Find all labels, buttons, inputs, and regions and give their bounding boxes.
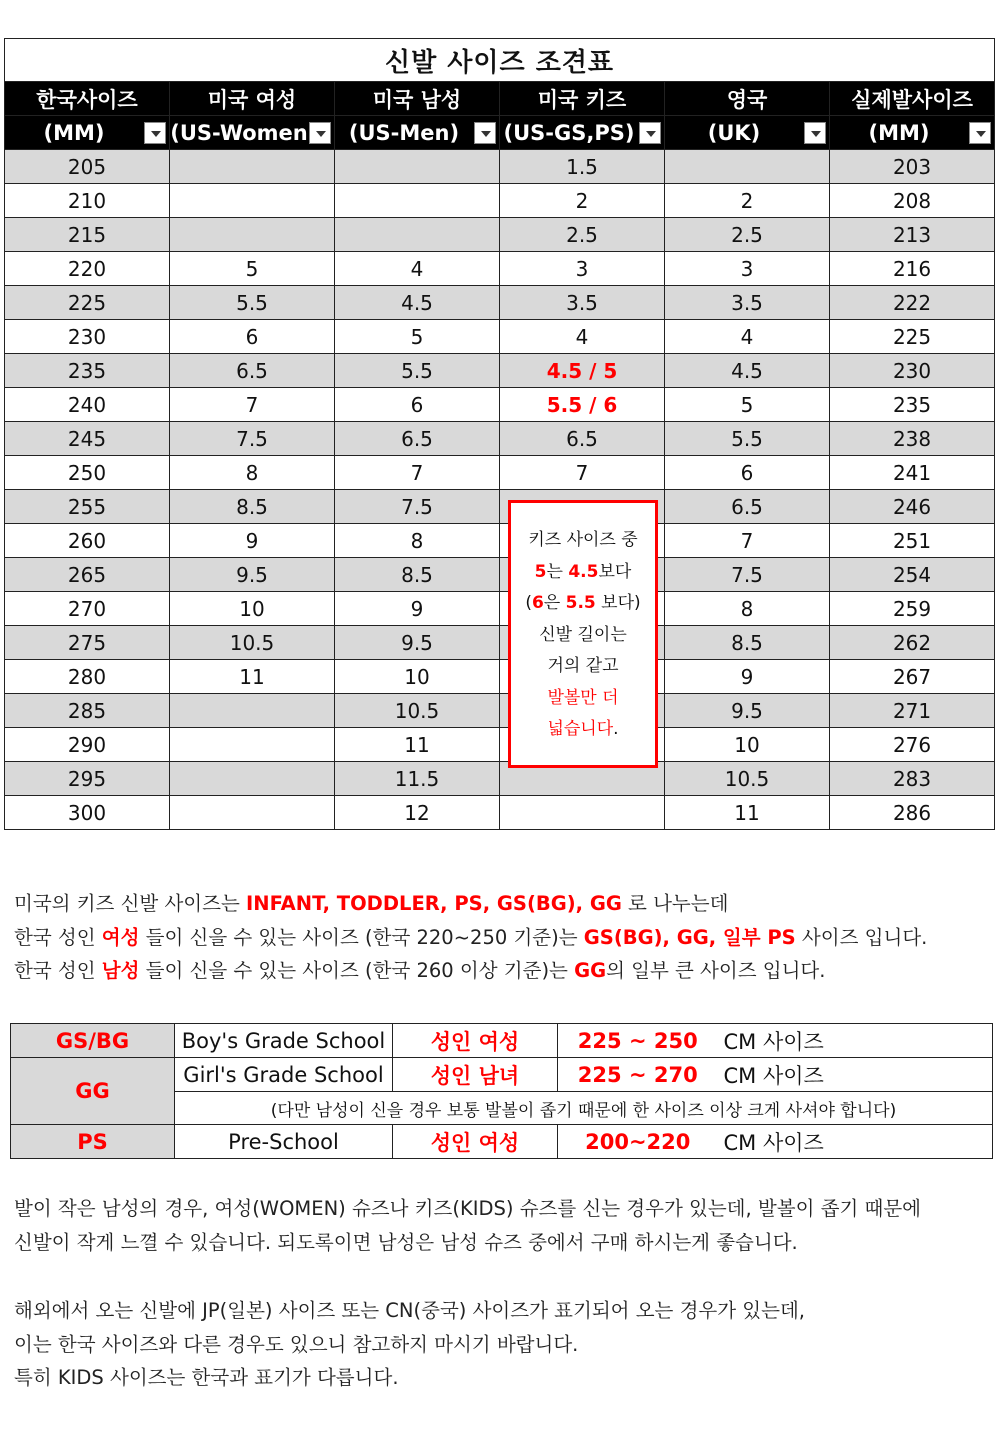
kr-size-cell: 290 [5,728,170,762]
header-sub-label: (UK) [707,120,761,145]
us-men-cell: 9.5 [335,626,500,660]
category-target: 성인 남녀 [393,1058,558,1092]
us-kids-cell: 5.5 / 6 [500,388,665,422]
actual-size-cell: 208 [830,184,995,218]
highlight-text: GG [574,959,607,982]
kr-size-cell: 215 [5,218,170,252]
size-row [5,558,995,592]
para-line: 이는 한국 사이즈와 다른 경우도 있으니 참고하지 마시기 바랍니다. [14,1332,579,1356]
note-line: 발볼만 더 [547,687,619,708]
actual-size-cell: 246 [830,490,995,524]
size-row [5,626,995,660]
size-row [5,524,995,558]
header-us-women-unit [170,116,335,150]
kids-category-table [10,1023,993,1159]
size-row [5,184,995,218]
uk-cell: 5 [665,388,830,422]
dropdown-filter-icon[interactable] [144,122,166,144]
header-kr-size-unit [5,116,170,150]
uk-cell: 7.5 [665,558,830,592]
small-feet-advice [14,1192,921,1259]
us-men-cell: 6.5 [335,422,500,456]
dropdown-filter-icon[interactable] [969,122,991,144]
uk-cell: 6.5 [665,490,830,524]
header-us-men-unit [335,116,500,150]
us-women-cell [170,728,335,762]
uk-cell: 2 [665,184,830,218]
us-women-cell: 9 [170,524,335,558]
header-us-men: 미국 남성 [335,82,500,116]
text: 한국 성인 [14,925,102,949]
category-row-ps [11,1125,993,1159]
category-unit: CM 사이즈 [718,1125,993,1159]
actual-size-cell: 276 [830,728,995,762]
actual-size-cell: 254 [830,558,995,592]
header-us-kids-unit [500,116,665,150]
us-women-cell: 9.5 [170,558,335,592]
us-women-cell [170,184,335,218]
kr-size-cell: 275 [5,626,170,660]
us-men-cell: 7 [335,456,500,490]
para-line [14,887,927,921]
note-line [511,588,655,620]
kr-size-cell: 220 [5,252,170,286]
us-men-cell: 4 [335,252,500,286]
note-line: 키즈 사이즈 중 [528,530,638,550]
header-uk: 영국 [665,82,830,116]
us-men-cell [335,184,500,218]
us-women-cell: 10 [170,592,335,626]
uk-cell: 9.5 [665,694,830,728]
uk-cell: 6 [665,456,830,490]
us-women-cell: 10.5 [170,626,335,660]
actual-size-cell: 251 [830,524,995,558]
kr-size-cell: 265 [5,558,170,592]
text: 미국의 키즈 신발 사이즈는 [14,892,247,915]
actual-size-cell: 238 [830,422,995,456]
us-men-cell [335,150,500,184]
note-text: 보다) [595,593,641,613]
actual-size-cell: 235 [830,388,995,422]
uk-cell: 11 [665,796,830,830]
uk-cell: 4 [665,320,830,354]
note-line: 거의 같고 [547,656,619,676]
size-chart-table [4,38,995,830]
note-value: 5 [534,561,547,582]
us-men-cell: 4.5 [335,286,500,320]
us-women-cell [170,150,335,184]
category-name: Boy's Grade School [175,1024,393,1058]
note-text: 은 [543,593,566,613]
size-row [5,218,995,252]
us-men-cell: 10.5 [335,694,500,728]
us-men-cell [335,218,500,252]
uk-cell: 8.5 [665,626,830,660]
uk-cell [665,150,830,184]
header-sub-label: (US-Women [170,120,308,145]
size-row [5,150,995,184]
us-women-cell: 8 [170,456,335,490]
note-value: 4.5 [568,561,599,582]
header-sub-label: (US-GS,PS) [503,120,635,145]
size-row [5,422,995,456]
size-row [5,592,995,626]
header-uk-unit [665,116,830,150]
us-women-cell: 5 [170,252,335,286]
highlight-text: GS(BG), GG, 일부 PS [583,925,796,949]
us-men-cell: 12 [335,796,500,830]
us-kids-cell: 4.5 / 5 [500,354,665,388]
actual-size-cell: 262 [830,626,995,660]
kr-size-cell: 225 [5,286,170,320]
highlight-text: INFANT, TODDLER, PS, GS(BG), GG [246,892,622,915]
actual-size-cell: 259 [830,592,995,626]
us-women-cell [170,694,335,728]
kr-size-cell: 205 [5,150,170,184]
kr-size-cell: 240 [5,388,170,422]
category-unit: CM 사이즈 [718,1024,993,1058]
header-sub-label: (MM) [43,120,105,145]
size-row [5,286,995,320]
header-sub-label: (MM) [868,120,930,145]
us-men-cell: 7.5 [335,490,500,524]
uk-cell: 10.5 [665,762,830,796]
size-row [5,320,995,354]
para-line [14,921,927,955]
highlight-text: 남성 [101,959,140,982]
us-kids-cell: 7 [500,456,665,490]
category-range: 225 ~ 250 [558,1024,718,1058]
kr-size-cell: 245 [5,422,170,456]
size-row [5,694,995,728]
size-row [5,728,995,762]
size-row [5,660,995,694]
kids-size-explanation [14,887,927,988]
para-line: 신발이 작게 느껼 수 있습니다. 되도록이면 남성은 남성 슈즈 중에서 구매 하시는게 좋습니다. [14,1230,798,1254]
us-men-cell: 6 [335,388,500,422]
us-men-cell: 9 [335,592,500,626]
note-text: 보다 [598,561,632,582]
kr-size-cell: 250 [5,456,170,490]
foreign-size-advice [14,1294,805,1395]
actual-size-cell: 286 [830,796,995,830]
para-line: 특히 KIDS 사이즈는 한국과 표기가 다릅니다. [14,1366,399,1389]
us-men-cell: 10 [335,660,500,694]
text: 의 일부 큰 사이즈 입니다. [606,959,826,982]
us-men-cell: 8 [335,524,500,558]
actual-size-cell: 283 [830,762,995,796]
category-range: 225 ~ 270 [558,1058,718,1092]
category-code: GS/BG [11,1024,175,1058]
us-men-cell: 5 [335,320,500,354]
dropdown-filter-icon[interactable] [309,122,331,144]
actual-size-cell: 222 [830,286,995,320]
note-line: 신발 길이는 [539,624,627,645]
note-value: 5.5 [565,593,596,613]
kids-size-note [508,500,658,768]
us-kids-cell: 3.5 [500,286,665,320]
uk-cell: 10 [665,728,830,762]
us-men-cell: 11.5 [335,762,500,796]
category-name: Girl's Grade School [175,1058,393,1092]
size-row [5,354,995,388]
kr-size-cell: 300 [5,796,170,830]
size-row [5,388,995,422]
us-women-cell [170,796,335,830]
us-women-cell: 7.5 [170,422,335,456]
us-men-cell: 11 [335,728,500,762]
uk-cell: 8 [665,592,830,626]
note-line [511,714,655,746]
uk-cell: 2.5 [665,218,830,252]
us-women-cell: 7 [170,388,335,422]
uk-cell: 3.5 [665,286,830,320]
header-actual-size: 실제발사이즈 [830,82,995,116]
kr-size-cell: 210 [5,184,170,218]
header-us-kids: 미국 키즈 [500,82,665,116]
highlight-text: 여성 [101,925,140,949]
kr-size-cell: 280 [5,660,170,694]
text: 한국 성인 [14,959,102,982]
us-kids-cell: 3 [500,252,665,286]
kr-size-cell: 255 [5,490,170,524]
category-target: 성인 여성 [393,1024,558,1058]
note-line [511,557,655,589]
size-row [5,490,995,524]
note-text: 는 [546,561,569,582]
size-row [5,456,995,490]
actual-size-cell: 271 [830,694,995,728]
para-line [14,954,927,988]
us-kids-cell: 2 [500,184,665,218]
size-row [5,252,995,286]
dropdown-filter-icon[interactable] [804,122,826,144]
us-kids-cell: 1.5 [500,150,665,184]
category-unit: CM 사이즈 [718,1058,993,1092]
note-text: . [613,719,619,739]
us-kids-cell: 2.5 [500,218,665,252]
actual-size-cell: 213 [830,218,995,252]
actual-size-cell: 241 [830,456,995,490]
kr-size-cell: 235 [5,354,170,388]
note-value: 6 [531,593,544,613]
uk-cell: 4.5 [665,354,830,388]
us-women-cell [170,762,335,796]
text: 로 나누는데 [621,892,729,915]
uk-cell: 3 [665,252,830,286]
actual-size-cell: 230 [830,354,995,388]
us-kids-cell: 6.5 [500,422,665,456]
gg-note: (다만 남성이 신을 경우 보통 발볼이 좁기 때문에 한 사이즈 이상 크게 사셔야 합니다) [175,1092,993,1125]
kr-size-cell: 285 [5,694,170,728]
category-row-gg [11,1058,993,1092]
category-name: Pre-School [175,1125,393,1159]
kr-size-cell: 260 [5,524,170,558]
header-kr-size: 한국사이즈 [5,82,170,116]
text: 사이즈 입니다. [795,925,928,949]
note-text: ( [525,593,532,613]
size-chart-body [5,150,995,830]
us-women-cell: 6.5 [170,354,335,388]
category-row-gsbg [11,1024,993,1058]
para-line: 발이 작은 남성의 경우, 여성(WOMEN) 슈즈나 키즈(KIDS) 슈즈를 신는 경우가 있는데, 발볼이 좁기 때문에 [14,1197,921,1220]
para-line: 해외에서 오는 신발에 JP(일본) 사이즈 또는 CN(중국) 사이즈가 표기되어 오는 경우가 있는데, [14,1299,805,1322]
actual-size-cell: 203 [830,150,995,184]
uk-cell: 7 [665,524,830,558]
text: 들이 신을 수 있는 사이즈 (한국 260 이상 기준)는 [139,959,575,982]
text: 들이 신을 수 있는 사이즈 (한국 220~250 기준)는 [139,925,584,949]
kr-size-cell: 295 [5,762,170,796]
category-code: PS [11,1125,175,1159]
us-kids-cell [500,796,665,830]
category-code: GG [11,1058,175,1125]
actual-size-cell: 225 [830,320,995,354]
us-men-cell: 8.5 [335,558,500,592]
us-kids-cell: 4 [500,320,665,354]
actual-size-cell: 216 [830,252,995,286]
size-chart-title: 신발 사이즈 조견표 [5,39,995,82]
dropdown-filter-icon[interactable] [639,122,661,144]
us-women-cell: 6 [170,320,335,354]
size-row [5,762,995,796]
category-range: 200~220 [558,1125,718,1159]
uk-cell: 5.5 [665,422,830,456]
us-women-cell: 8.5 [170,490,335,524]
uk-cell: 9 [665,660,830,694]
us-women-cell [170,218,335,252]
size-row [5,796,995,830]
header-actual-size-unit [830,116,995,150]
kr-size-cell: 270 [5,592,170,626]
category-target: 성인 여성 [393,1125,558,1159]
note-text: 넓습니다 [547,719,614,739]
us-men-cell: 5.5 [335,354,500,388]
header-sub-label: (US-Men) [348,120,460,145]
us-women-cell: 11 [170,660,335,694]
dropdown-filter-icon[interactable] [474,122,496,144]
header-us-women: 미국 여성 [170,82,335,116]
us-women-cell: 5.5 [170,286,335,320]
kr-size-cell: 230 [5,320,170,354]
actual-size-cell: 267 [830,660,995,694]
